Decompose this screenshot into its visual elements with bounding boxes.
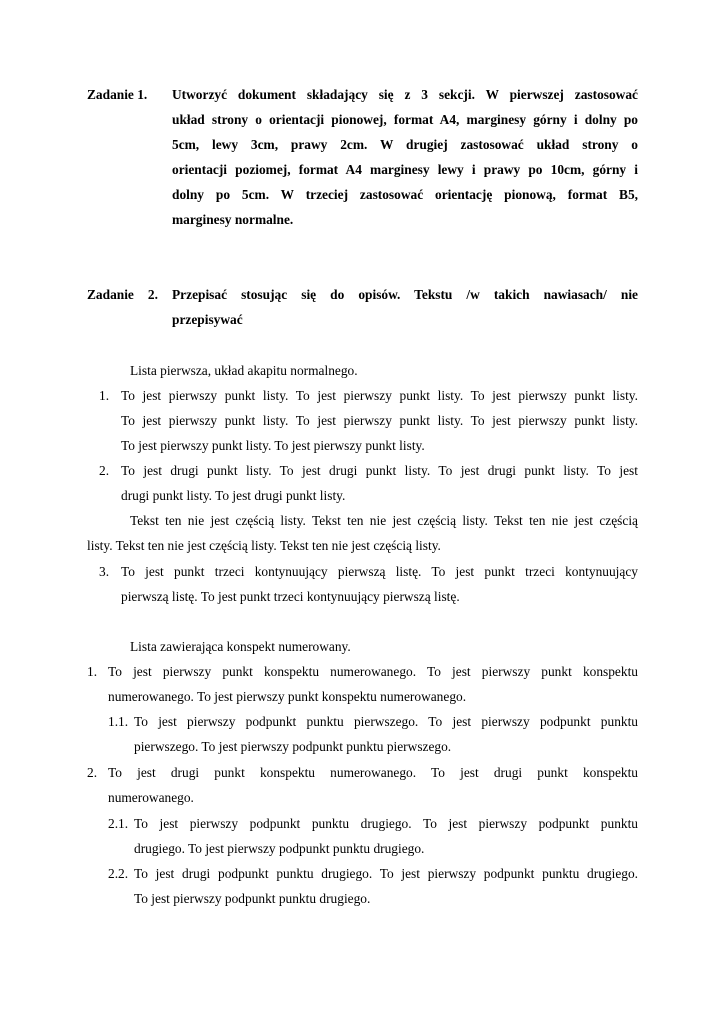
list-item-line: To jest pierwszy punkt listy. To jest pierwszy punkt listy. [121, 438, 425, 453]
non-list-paragraph: listy. Tekst ten nie jest częścią listy. Tekst ten nie jest częścią listy. [87, 538, 441, 553]
task1-line: dolny po 5cm. W trzeciej zastosować orientację pionową, format B5, [172, 187, 638, 202]
outline-line: To jest pierwszy podpunkt punktu drugiego. [134, 891, 371, 906]
task1-line: orientacji poziomej, format A4 marginesy lewy i prawy po 10cm, górny i [172, 162, 638, 177]
list-item-number: 3. [99, 564, 110, 579]
task2-heading: Zadanie 2. Przepisać stosując się do opisów. Tekstu /w takich nawiasach/ nie [87, 287, 638, 302]
list2-heading: Lista zawierająca konspekt numerowany. [130, 639, 351, 654]
outline-line: To jest drugi podpunkt punktu drugiego. To jest pierwszy podpunkt punktu drugiego. [134, 866, 638, 881]
list-item-number: 1. [99, 388, 110, 403]
outline-number: 1. [87, 664, 98, 679]
outline-number: 2.1. [108, 816, 129, 831]
outline-line: To jest drugi punkt konspektu numerowanego. To jest drugi punkt konspektu [108, 765, 638, 780]
list-item-line: To jest drugi punkt listy. To jest drugi punkt listy. To jest drugi punkt listy. To jest [121, 463, 638, 478]
outline-line: To jest pierwszy punkt konspektu numerowanego. To jest pierwszy punkt konspektu [108, 664, 638, 679]
outline-line: numerowanego. To jest pierwszy punkt konspektu numerowanego. [108, 689, 467, 704]
outline-number: 2.2. [108, 866, 129, 881]
list-item-line: To jest pierwszy punkt listy. To jest pierwszy punkt listy. To jest pierwszy punkt listy. [121, 413, 638, 428]
task1-line: Utworzyć dokument składający się z 3 sekcji. W pierwszej zastosować [172, 87, 638, 102]
list-item-number: 2. [99, 463, 110, 478]
task1-line: marginesy normalne. [172, 212, 294, 227]
outline-line: drugiego. To jest pierwszy podpunkt punktu drugiego. [134, 841, 425, 856]
outline-line: pierwszego. To jest pierwszy podpunkt punktu pierwszego. [134, 739, 452, 754]
list-item-line: pierwszą listę. To jest punkt trzeci kontynuujący pierwszą listę. [121, 589, 460, 604]
task1-label: Zadanie 1. [87, 87, 148, 102]
list-item-line: To jest pierwszy punkt listy. To jest pierwszy punkt listy. To jest pierwszy punkt listy. [121, 388, 638, 403]
outline-line: To jest pierwszy podpunkt punktu pierwszego. To jest pierwszy podpunkt punktu [134, 714, 638, 729]
non-list-paragraph: Tekst ten nie jest częścią listy. Tekst ten nie jest częścią listy. Tekst ten nie jest częścią [130, 513, 638, 528]
list-item-line: To jest punkt trzeci kontynuujący pierwszą listę. To jest punkt trzeci kontynuujący [121, 564, 638, 579]
outline-line: numerowanego. [108, 790, 194, 805]
outline-number: 1.1. [108, 714, 129, 729]
outline-number: 2. [87, 765, 98, 780]
outline-line: To jest pierwszy podpunkt punktu drugiego. To jest pierwszy podpunkt punktu [134, 816, 638, 831]
task1-line: 5cm, lewy 3cm, prawy 2cm. W drugiej zastosować układ strony o [172, 137, 638, 152]
list-item-line: drugi punkt listy. To jest drugi punkt listy. [121, 488, 346, 503]
task1-line: układ strony o orientacji pionowej, format A4, marginesy górny i dolny po [172, 112, 638, 127]
list1-heading: Lista pierwsza, układ akapitu normalnego. [130, 363, 358, 378]
task2-heading-cont: przepisywać [172, 312, 243, 327]
